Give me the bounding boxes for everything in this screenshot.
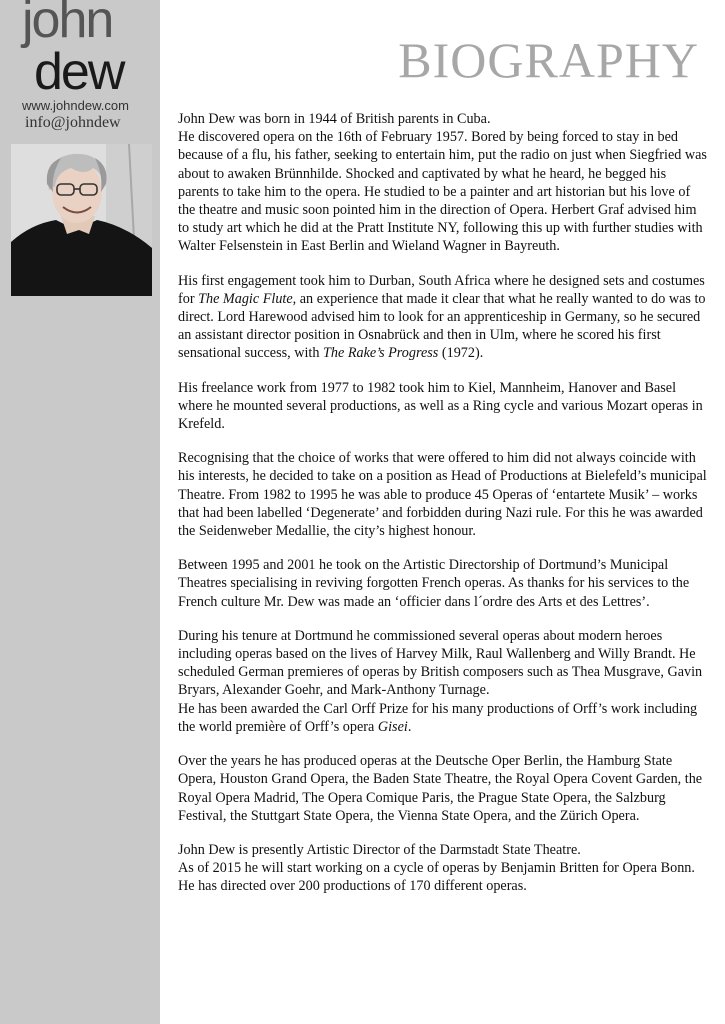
portrait-photo xyxy=(11,144,152,296)
website-text: www.johndew.com xyxy=(22,98,129,113)
paragraph-7: Over the years he has produced operas at the Deutsche Oper Berlin, the Hamburg State Opera, Houston Grand Opera, the Baden State Theatre, the Royal Opera Covent Garden, the Royal Opera Madrid, The Opera Comique Paris, the Prague State Opera, the Salzburg Festival, the Stuttgart State Opera, the Vienna State Opera, and the Zürich Opera. xyxy=(178,753,703,824)
opera-title-rakes-progress: The Rake’s Progress xyxy=(323,345,439,362)
paragraph-8 xyxy=(178,841,708,896)
paragraph-line xyxy=(178,700,708,736)
opera-title-gisei: Gisei xyxy=(377,718,408,735)
paragraph-line: He discovered opera on the 16th of February 1957. Bored by being forced to stay in bed because of a flu, his father, seeking to entertain him, put the radio on just when Siegfried was about to awaken Brünnhilde. Shocked and captivated by what he heard, he begged his parents to take him to the opera. He studied to be a painter and art historian but his love of the theatre and music soon pointed him in the direction of Opera. Herbert Graf advised him to study art which he did at the Pratt Institute NY, following this up with further studies with Walter Felsenstein in East Berlin and Wieland Wagner in Bayreuth. xyxy=(178,129,707,255)
paragraph-line: John Dew is presently Artistic Director of the Darmstadt State Theatre. xyxy=(178,841,581,858)
sidebar xyxy=(0,0,160,1024)
paragraph-text: . xyxy=(407,718,412,735)
opera-title-magic-flute: The Magic Flute xyxy=(198,290,293,307)
paragraph-text: (1972). xyxy=(438,345,484,362)
page-title: BIOGRAPHY xyxy=(398,32,699,88)
paragraph-text: , an experience that made it clear that what he really wanted to do was to direct. Lord Harewood advised him to look for an apprenticeship in Germany, so he secured an assistant director position in Osnabrück and then in Ulm, where he scored his first sensational success, with xyxy=(178,290,706,362)
paragraph-line: John Dew was born in 1944 of British parents in Cuba. xyxy=(178,111,491,127)
logo-last-name: dew xyxy=(34,43,124,101)
paragraph-text: His first engagement took him to Durban, South Africa where he designed sets and costumes for xyxy=(178,272,705,307)
email-text: info@johndew xyxy=(25,114,121,131)
logo-first-name: john xyxy=(22,0,113,49)
paragraph-2 xyxy=(178,272,708,363)
paragraph-line: During his tenure at Dortmund he commissioned several operas about modern heroes including operas based on the lives of Harvey Milk, Raul Wallenberg and Willy Brandt. He scheduled German premieres of operas by British composers such as Thea Musgrave, Gavin Bryars, Alexander Goehr, and Mark-Anthony Turnage. xyxy=(178,627,703,699)
paragraph-5: Between 1995 and 2001 he took on the Artistic Directorship of Dortmund’s Municipal Theatres specialising in reviving forgotten French operas. As thanks for his services to the French culture Mr. Dew was made an ‘officier dans l´ordre des Arts et des Lettres’. xyxy=(178,557,690,610)
paragraph-line: He has directed over 200 productions of 170 different operas. xyxy=(178,878,527,895)
paragraph-1 xyxy=(178,110,708,256)
paragraph-line: As of 2015 he will start working on a cycle of operas by Benjamin Britten for Opera Bonn. xyxy=(178,860,695,877)
paragraph-4: Recognising that the choice of works that were offered to him did not always coincide with his interests, he decided to take on a position as Head of Productions at Bielefeld’s municipal Theatre. From 1982 to 1995 he was able to produce 45 Operas of ‘entartete Musik’ – works that had been labelled ‘Degenerate’ and forbidden during Nazi rule. For this he was awarded the Seidenweber Medallie, the city’s highest honour. xyxy=(178,450,707,540)
paragraph-3: His freelance work from 1977 to 1982 took him to Kiel, Mannheim, Hanover and Basel where he mounted several productions, as well as a Ring cycle and various Mozart operas in Krefeld. xyxy=(178,379,703,433)
paragraph-6 xyxy=(178,627,708,736)
portrait-icon xyxy=(11,144,152,296)
paragraph-text: He has been awarded the Carl Orff Prize for his many productions of Orff’s work including the world première of Orff’s opera xyxy=(178,700,698,735)
biography-text xyxy=(178,110,708,912)
